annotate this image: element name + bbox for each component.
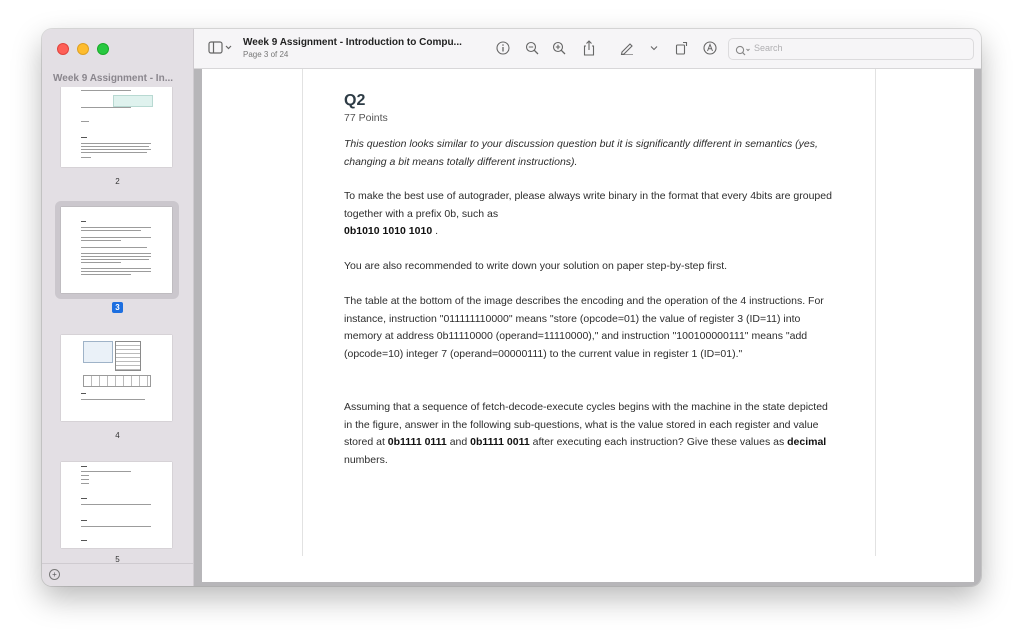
- search-placeholder: Search: [754, 43, 783, 53]
- sidebar-toggle-icon[interactable]: [208, 40, 234, 56]
- close-button[interactable]: [57, 43, 69, 55]
- document-title: Week 9 Assignment - Introduction to Compu...: [243, 37, 462, 48]
- preview-window: [42, 29, 981, 586]
- page-thumbnail-2[interactable]: [61, 87, 172, 167]
- page-number-5: 5: [115, 555, 120, 563]
- window-controls: [57, 43, 109, 55]
- question-paragraph: Assuming that a sequence of fetch-decode-execute cycles begins with the machine in the state depicted in the figure, answer in the following sub-questions, what is the value stored in each register and value stored at 0b1111 0111 and 0b1111 0011 after executing each instruction? Give these values as decimal numbers.: [344, 401, 828, 466]
- binary-example: 0b1010 1010 1010: [344, 225, 433, 237]
- pdf-page: [202, 69, 974, 582]
- page-number-2: 2: [115, 177, 120, 186]
- page-number-3: 3: [42, 303, 193, 312]
- minimize-button[interactable]: [77, 43, 89, 55]
- zoom-in-icon[interactable]: [552, 40, 566, 56]
- question-heading: Q2: [344, 92, 366, 109]
- sidebar-footer: [42, 563, 193, 586]
- question-points: 77 Points: [344, 112, 388, 124]
- rotate-icon[interactable]: [675, 40, 689, 56]
- thumbnail-sidebar: [42, 29, 194, 586]
- page-number-4: 4: [115, 431, 120, 440]
- table-description-paragraph: The table at the bottom of the image describes the encoding and the operation of the 4 instructions. For instance, instruction "011111110000" means "store (opcode=01) the value of register 3 (ID=11) into memory at address 0b11110000 (operand=11110000)," and instruction "100100000111" means "add (opcode=10) integer 7 (operand=00000111) to the current value in register 1 (ID=01).": [344, 295, 824, 360]
- info-icon[interactable]: [496, 40, 510, 56]
- chevron-down-icon[interactable]: [650, 40, 658, 56]
- share-icon[interactable]: [582, 40, 596, 56]
- toolbar: [194, 29, 981, 69]
- markup-pen-icon[interactable]: [620, 40, 634, 56]
- search-field[interactable]: [728, 38, 974, 60]
- thumbnail-list[interactable]: [42, 87, 193, 563]
- intro-paragraph: This question looks similar to your discussion question but it is significantly different in semantics (yes, changing a bit means totally different instructions).: [344, 138, 818, 168]
- zoom-button[interactable]: [97, 43, 109, 55]
- page-indicator: Page 3 of 24: [243, 50, 289, 59]
- search-icon: [735, 43, 751, 61]
- recommendation-paragraph: You are also recommended to write down your solution on paper step-by-step first.: [344, 260, 728, 272]
- page-thumbnail-4[interactable]: [61, 335, 172, 421]
- sidebar-title: Week 9 Assignment - In...: [53, 73, 174, 84]
- page-thumbnail-3[interactable]: [61, 207, 172, 293]
- zoom-out-icon[interactable]: [525, 40, 539, 56]
- format-paragraph: To make the best use of autograder, please always write binary in the format that every 4bits are grouped together with a prefix 0b, such as 0b1010 1010 1010 .: [344, 190, 832, 237]
- page-thumbnail-5[interactable]: [61, 462, 172, 548]
- markup-circle-icon[interactable]: [703, 40, 717, 56]
- document-viewer[interactable]: [194, 69, 981, 586]
- add-page-icon[interactable]: +: [49, 569, 60, 580]
